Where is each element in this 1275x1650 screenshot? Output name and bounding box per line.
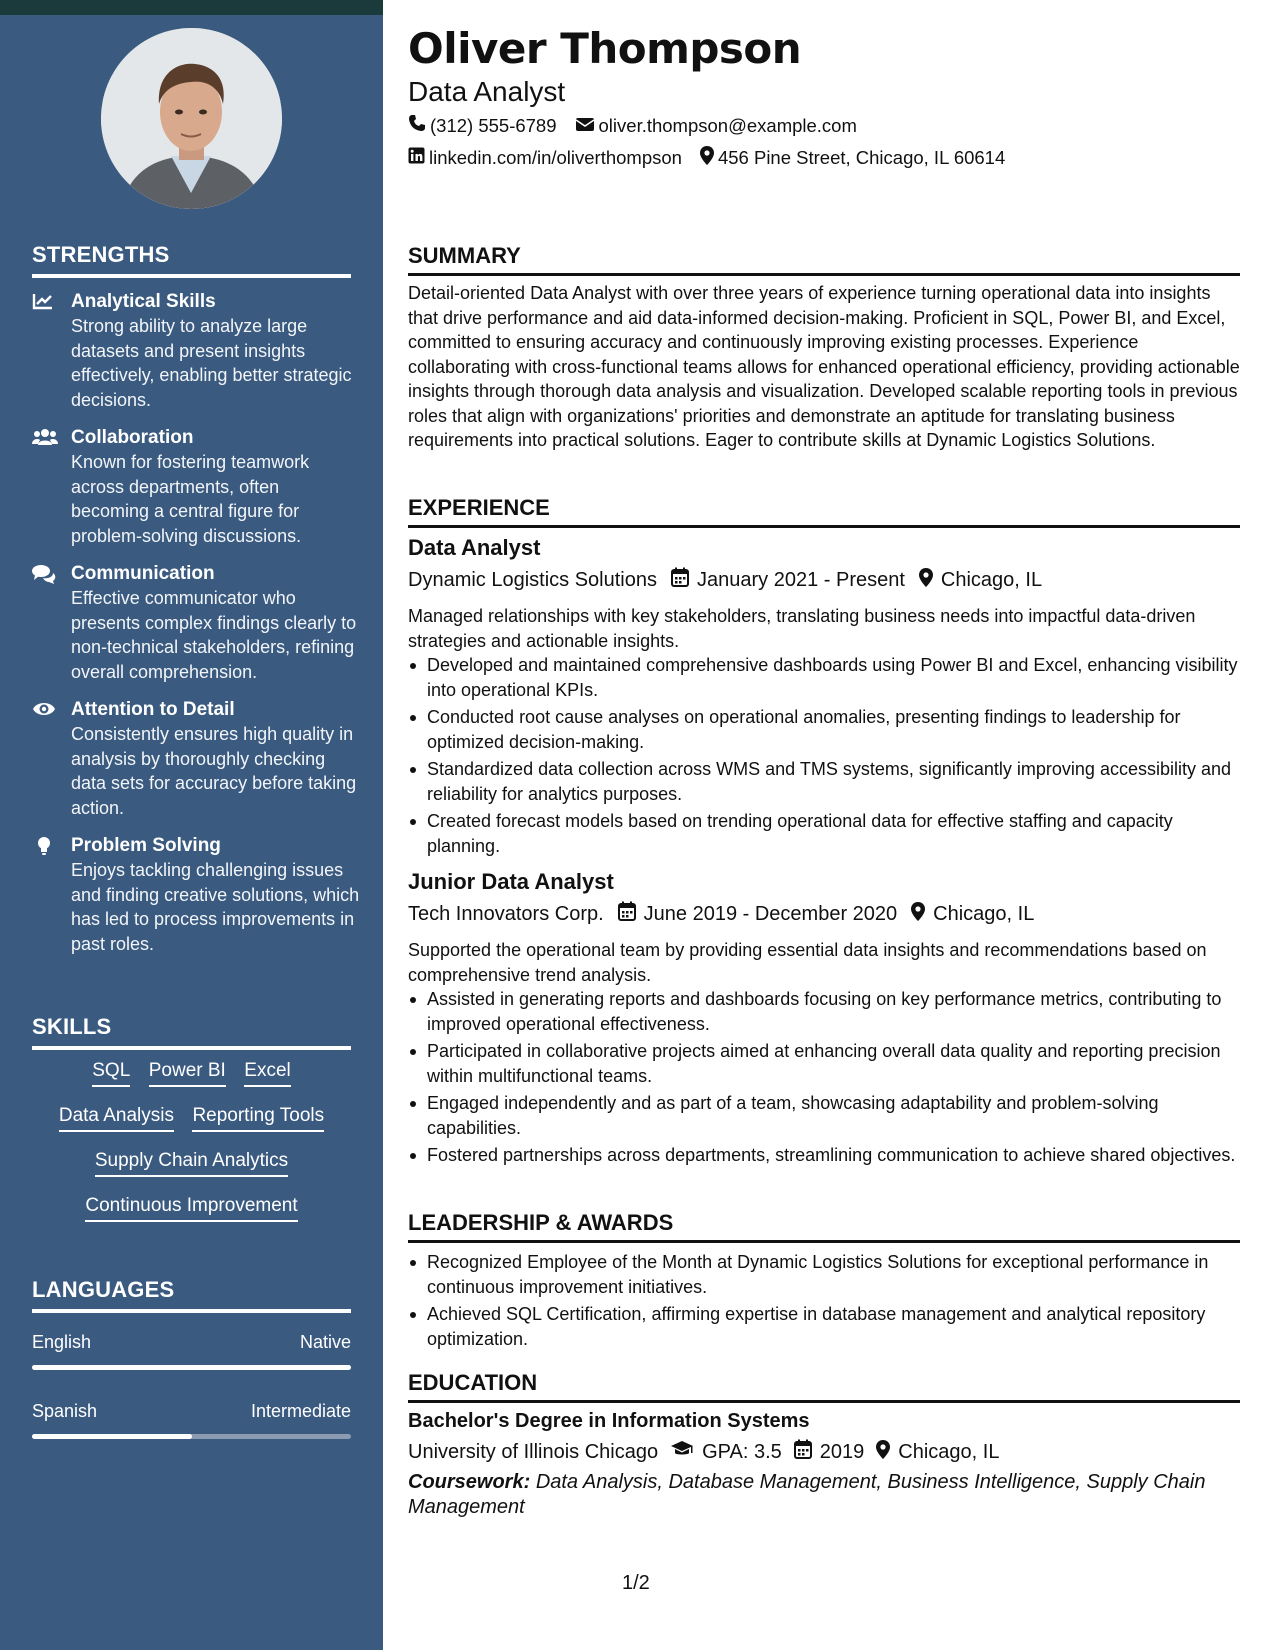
strength-item [32,698,362,820]
strengths-list [32,290,362,970]
location-text: Chicago, IL [933,902,1035,925]
linkedin-contact[interactable] [408,147,682,169]
email-contact[interactable] [575,115,857,137]
coursework-label: Coursework: [408,1471,531,1493]
map-pin-icon [911,902,933,927]
list-item: Fostered partnerships across departments, streamlining communication to achieve shared objectives. [408,1143,1240,1168]
strength-title: Attention to Detail [71,699,235,720]
language-proficiency-bar [32,1434,351,1439]
list-item: Participated in collaborative projects aimed at enhancing overall data quality and reporting precision within multifunctional teams. [408,1039,1240,1088]
school-name: University of Illinois Chicago [408,1440,659,1463]
email-text[interactable]: oliver.thompson@example.com [598,114,857,136]
location-text: Chicago, IL [940,568,1043,591]
calendar-icon [618,901,644,927]
languages-heading: LANGUAGES [32,1277,351,1313]
contact-row [408,114,875,137]
users-icon [32,428,56,448]
map-pin-icon [919,568,941,593]
summary-text: Detail-oriented Data Analyst with over three years of experience turning operational data into insights that drive performance and aid data-informed decision-making. Proficient in SQL, Power BI, and Excel, committed to ensuring accuracy and continuously improving existing processes. Experience collaborating with cross-functional teams allows for enhanced operational efficiency, providing actionable insights through thorough data analysis and visualization. Developed scalable reporting tools in previous roles that align with organizations' priorities and demonstrate an aptitude for translating business requirements into practical solutions. Eager to contribute skills at Dynamic Logistics Solutions. [408,283,1240,450]
skill-tag: Excel [244,1060,290,1087]
list-item: Assisted in generating reports and dashboards focusing on key performance metrics, contributing to improved operational effectiveness. [408,987,1240,1036]
job-bullets [408,987,1240,1171]
skill-tag: SQL [92,1060,130,1087]
strength-item [32,562,362,684]
company-name: Tech Innovators Corp. [408,902,604,925]
list-item: Recognized Employee of the Month at Dynamic Logistics Solutions for exceptional performance in continuous improvement initiatives. [408,1250,1240,1299]
skills-list [32,1060,351,1240]
experience-heading: EXPERIENCE [408,495,1240,528]
map-pin-icon [876,1440,898,1465]
skill-tag: Data Analysis [59,1105,174,1132]
job-summary: Supported the operational team by providing essential data insights and recommendations based on comprehensive trend analysis. [408,940,1207,985]
job-title: Data Analyst [408,535,541,560]
list-item: Created forecast models based on trending operational data for effective staffing and capacity planning. [408,809,1240,858]
leadership-heading: LEADERSHIP & AWARDS [408,1210,1240,1243]
job-meta [408,567,1056,593]
language-item [32,1401,351,1439]
strengths-heading: STRENGTHS [32,242,351,278]
list-item: Achieved SQL Certification, affirming expertise in database management and analytical repository optimization. [408,1302,1240,1351]
strength-description: Known for fostering teamwork across departments, often becoming a central figure for problem-solving discussions. [71,452,310,546]
leadership-list [408,1250,1240,1354]
company-name: Dynamic Logistics Solutions [408,568,657,591]
job-location [911,902,1034,927]
job-meta [408,901,1048,927]
language-name: English [32,1332,92,1352]
candidate-role: Data Analyst [408,76,566,107]
skills-heading: SKILLS [32,1014,351,1050]
language-proficiency-fill [32,1365,351,1370]
job-dates [671,567,905,593]
phone-icon [408,114,430,137]
contact-row [408,146,1023,170]
list-item: Developed and maintained comprehensive dashboards using Power BI and Excel, enhancing visibility into operational KPIs. [408,653,1240,702]
job-location [919,568,1042,593]
envelope-icon [575,115,599,137]
skill-tag: Supply Chain Analytics [95,1150,288,1177]
strength-item [32,426,362,548]
address-contact [700,146,1005,170]
strength-description: Effective communicator who presents complex findings clearly to non-technical stakeholders, refining overall comprehension. [71,588,357,682]
graduation-year [794,1439,865,1465]
strength-title: Collaboration [71,427,194,448]
lightbulb-icon [32,836,56,856]
strength-item [32,834,362,956]
education-meta [408,1439,1011,1465]
language-level: Native [299,1332,351,1352]
strength-description: Enjoys tackling challenging issues and finding creative solutions, which has led to process improvements in past roles. [71,860,360,954]
map-pin-icon [700,146,718,170]
calendar-icon [671,567,697,593]
strength-title: Analytical Skills [71,291,216,312]
job-dates [618,901,898,927]
language-proficiency-fill [32,1434,192,1439]
language-level: Intermediate [250,1401,351,1421]
sidebar [0,0,383,1650]
strength-item [32,290,362,412]
language-proficiency-bar [32,1365,351,1370]
profile-photo [101,28,282,209]
language-item [32,1332,351,1370]
dates-text: January 2021 - Present [697,568,905,591]
education-location [876,1440,999,1465]
job-summary: Managed relationships with key stakeholders, translating business needs into impactful data-driven strategies and actionable insights. [408,606,1196,651]
address-text: 456 Pine Street, Chicago, IL 60614 [717,147,1006,168]
coursework [408,1470,1240,1519]
gpa-text: GPA: 3.5 [702,1440,782,1463]
calendar-icon [794,1439,820,1465]
graduation-cap-icon [670,1440,702,1464]
strength-title: Communication [71,563,215,584]
skill-tag: Reporting Tools [192,1105,324,1132]
list-item: Conducted root cause analyses on operational anomalies, presenting findings to leadership for optimized decision-making. [408,705,1240,754]
sidebar-top-bar [0,0,383,15]
list-item: Engaged independently and as part of a team, showcasing adaptability and problem-solving capabilities. [408,1091,1240,1140]
page-number: 1/2 [622,1572,650,1594]
linkedin-icon [408,147,429,169]
candidate-name: Oliver Thompson [408,24,802,73]
summary-heading: SUMMARY [408,243,1240,276]
job-bullets [408,653,1240,861]
education-heading: EDUCATION [408,1370,1240,1403]
eye-icon [32,700,56,720]
phone-text: (312) 555-6789 [430,114,557,136]
strength-description: Consistently ensures high quality in analysis by thoroughly checking data sets for accuracy before taking action. [71,724,357,818]
language-name: Spanish [32,1401,98,1421]
comments-icon [32,564,56,584]
degree-title: Bachelor's Degree in Information Systems [408,1410,810,1432]
job-title: Junior Data Analyst [408,869,614,894]
strength-title: Problem Solving [71,835,221,856]
strength-description: Strong ability to analyze large datasets and present insights effectively, enabling better strategic decisions. [71,316,352,410]
line-chart-icon [32,292,56,312]
dates-text: June 2019 - December 2020 [643,902,898,925]
year-text: 2019 [819,1440,865,1463]
skill-tag: Continuous Improvement [85,1195,297,1222]
skill-tag: Power BI [149,1060,226,1087]
list-item: Standardized data collection across WMS and TMS systems, significantly improving accessibility and reliability for analytics purposes. [408,757,1240,806]
linkedin-text[interactable]: linkedin.com/in/oliverthompson [429,147,682,168]
coursework-text: Data Analysis, Database Management, Business Intelligence, Supply Chain Management [408,1471,1206,1518]
location-text: Chicago, IL [898,1440,1000,1463]
gpa-item [670,1440,782,1464]
phone-contact [408,114,557,137]
